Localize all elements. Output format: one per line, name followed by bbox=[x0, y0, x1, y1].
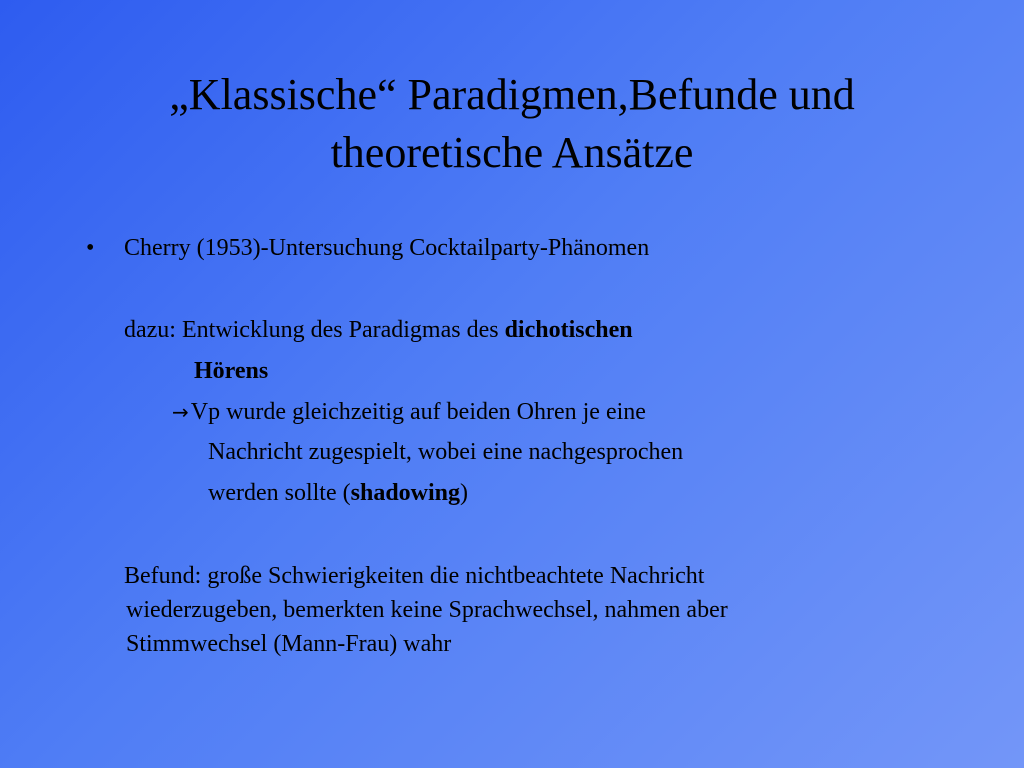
befund-line-1: Befund: große Schwierigkeiten die nichtbeachtete Nachricht bbox=[124, 563, 705, 589]
dazu-line bbox=[124, 316, 633, 344]
bullet-marker: • bbox=[86, 235, 95, 261]
vp-line-3 bbox=[208, 479, 468, 507]
dazu-prefix: dazu: Entwicklung des Paradigmas des bbox=[124, 317, 505, 343]
dazu-bold-hoerens: Hörens bbox=[194, 358, 269, 384]
title-line-1: „Klassische“ Paradigmen,Befunde und bbox=[169, 70, 855, 119]
bullet-text: Cherry (1953)-Untersuchung Cocktailparty-Phänomen bbox=[124, 235, 650, 261]
vp-line-3-prefix: werden sollte ( bbox=[208, 480, 351, 506]
vp-line-2: Nachricht zugespielt, wobei eine nachgesprochen bbox=[208, 439, 684, 465]
vp-line-3-suffix: ) bbox=[460, 480, 469, 506]
right-arrow-icon: → bbox=[172, 400, 189, 424]
title-line-2: theoretische Ansätze bbox=[330, 128, 694, 177]
vp-line-3-bold-shadowing: shadowing bbox=[350, 480, 461, 506]
vp-line-1 bbox=[172, 398, 646, 426]
vp-line-1-text: Vp wurde gleichzeitig auf beiden Ohren je eine bbox=[190, 399, 646, 425]
dazu-bold-dichotischen: dichotischen bbox=[504, 317, 633, 343]
befund-line-2: wiederzugeben, bemerkten keine Sprachwechsel, nahmen aber bbox=[126, 597, 728, 623]
befund-line-3: Stimmwechsel (Mann-Frau) wahr bbox=[126, 631, 452, 657]
slide-title bbox=[60, 66, 964, 182]
